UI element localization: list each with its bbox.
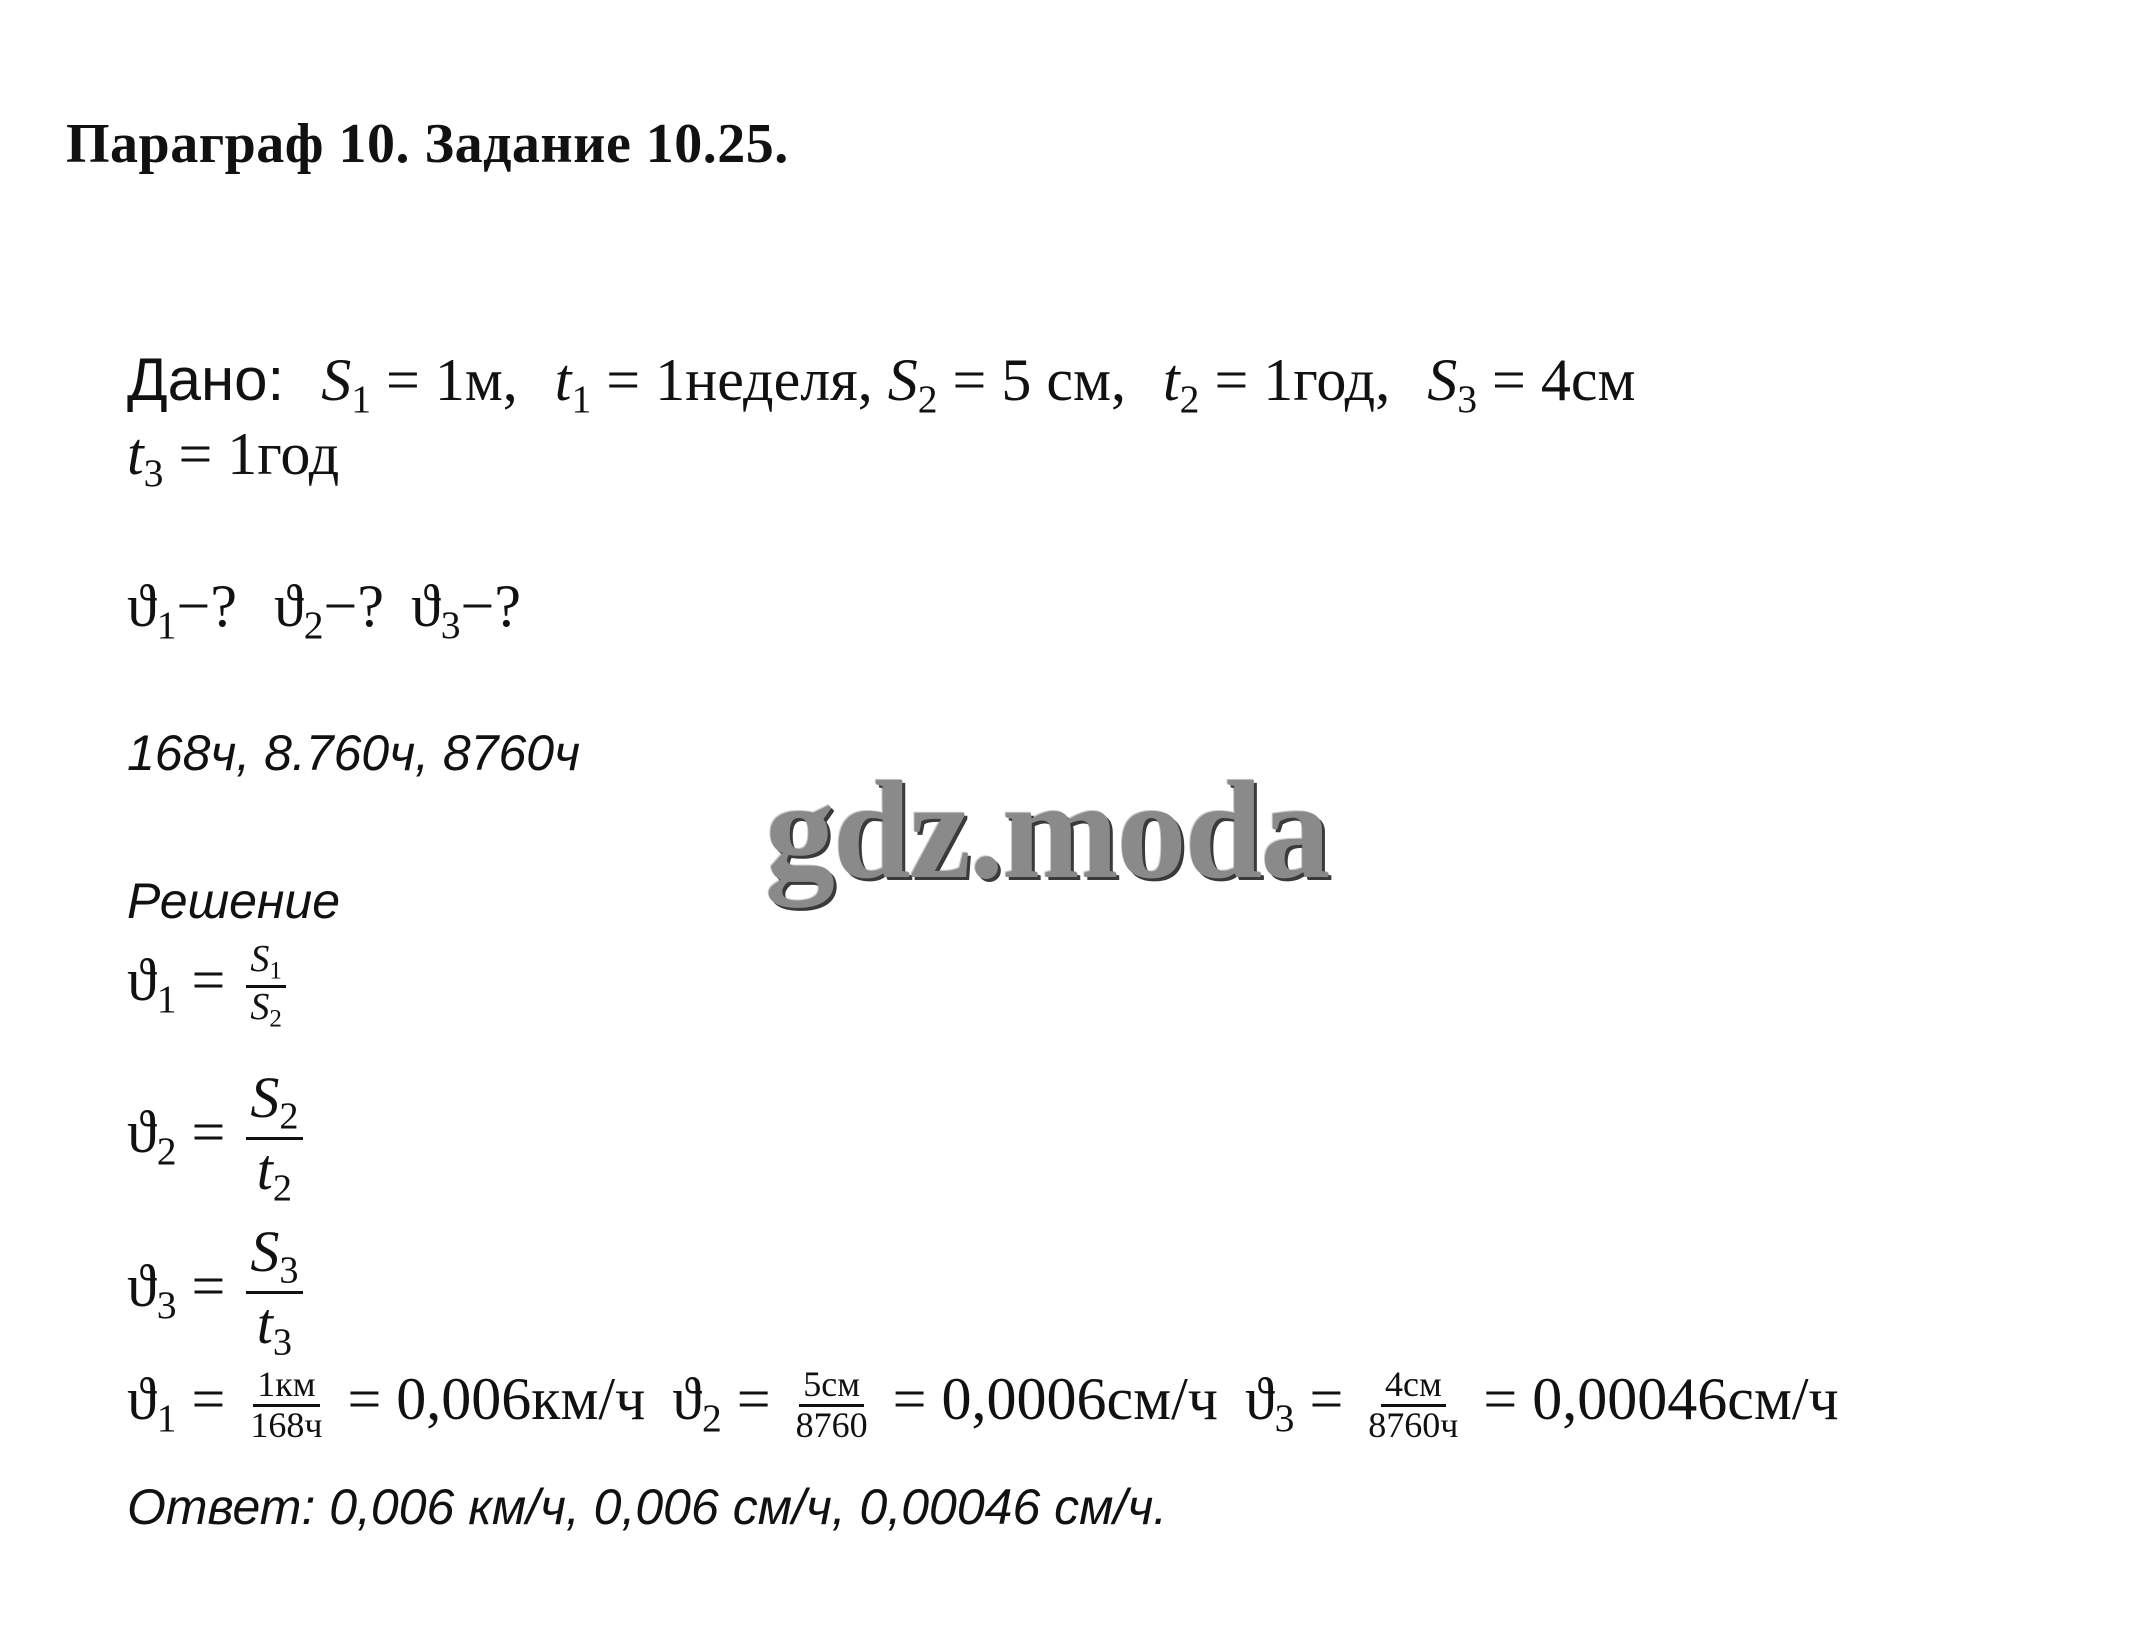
formula-v3-fraction: $\frac{S_3}{t_3}$ [246, 1222, 302, 1362]
unknowns-line [127, 573, 521, 647]
symbol-t2: $t_2$ [1162, 347, 1200, 421]
formula-v1 [127, 940, 292, 1033]
calc-v1-symbol: $ϑ_1$ [127, 1366, 177, 1440]
formula-v3 [127, 1219, 309, 1364]
calc-v1-result: = 0,006км/ч [347, 1366, 646, 1433]
given-t2-value: = 1год, [1214, 347, 1391, 413]
watermark-logo: gdz.moda [765, 753, 1329, 908]
calc-v2-fraction: $\frac{5см}{8760}$ [795, 1364, 868, 1445]
formula-v2 [127, 1065, 309, 1210]
symbol-v1: $ϑ_1$ [127, 573, 177, 647]
symbol-t3: $t_3$ [127, 421, 164, 495]
given-label: Дано: [127, 346, 285, 413]
answer-line: Ответ: 0,006 км/ч, 0,006 см/ч, 0,00046 см/ч. [127, 1479, 1168, 1535]
calc-v1-fraction: $\frac{1км}{168ч}$ [250, 1364, 323, 1445]
equals-sign: = [191, 947, 226, 1014]
symbol-v2: $ϑ_2$ [273, 573, 324, 647]
given-line-1 [127, 346, 1636, 421]
time-conversion: 168ч, 8.760ч, 8760ч [127, 725, 580, 781]
equals-sign: = [736, 1366, 771, 1433]
formula-v3-symbol: $ϑ_3$ [127, 1252, 177, 1327]
calc-v2-result: = 0,0006см/ч [892, 1366, 1218, 1433]
formula-v2-symbol: $ϑ_2$ [127, 1098, 177, 1173]
given-S1-value: = 1м, [385, 347, 518, 413]
unknown-v2: −? [323, 573, 384, 639]
equals-sign: = [1309, 1366, 1344, 1433]
symbol-S3: $S_3$ [1427, 347, 1478, 421]
calc-v3-result: = 0,00046см/ч [1483, 1366, 1839, 1433]
symbol-S1: $S_1$ [321, 347, 371, 421]
given-S3-value: = 4см [1492, 347, 1636, 413]
symbol-t1: $t_1$ [554, 347, 592, 421]
calc-v3-symbol: $ϑ_3$ [1244, 1366, 1295, 1440]
equals-sign: = [191, 1252, 226, 1319]
given-line-2 [127, 421, 340, 495]
given-t1-value: = 1неделя, [606, 347, 873, 413]
formula-v1-symbol: $ϑ_1$ [127, 947, 177, 1021]
symbol-S2: $S_2$ [887, 347, 938, 421]
page-title: Параграф 10. Задание 10.25. [66, 113, 789, 175]
unknown-v1: −? [176, 573, 237, 639]
calc-v2-symbol: $ϑ_2$ [672, 1366, 722, 1440]
unknown-v3: −? [460, 573, 521, 639]
given-S2-value: = 5 см, [952, 347, 1126, 413]
symbol-v3: $ϑ_3$ [410, 573, 461, 647]
equals-sign: = [191, 1098, 226, 1165]
equals-sign: = [191, 1366, 226, 1433]
formula-v1-fraction: $\frac{S_1}{S_2}$ [246, 940, 286, 1033]
solution-label: Решение [127, 873, 341, 929]
formula-v2-fraction: $\frac{S_2}{t_2}$ [246, 1068, 302, 1208]
calc-v3-fraction: $\frac{4см}{8760ч}$ [1368, 1364, 1459, 1445]
given-t3-value: = 1год [178, 421, 340, 487]
calculation-line [127, 1366, 1839, 1445]
